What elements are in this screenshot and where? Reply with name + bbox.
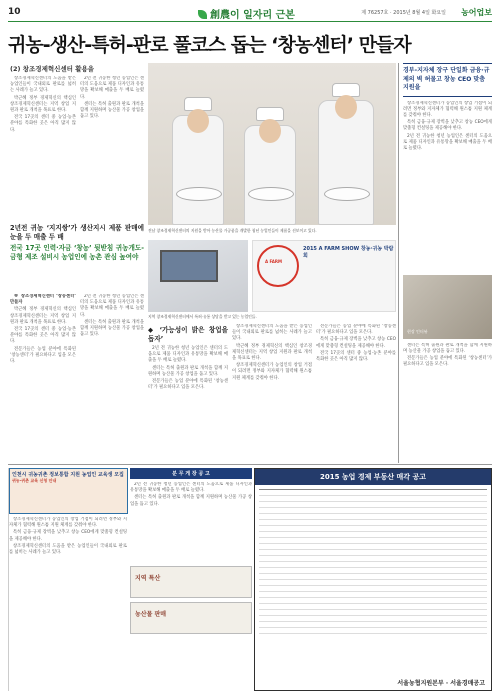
sidebar-text-2 bbox=[403, 343, 492, 463]
photo-caption-2: 지역 창조경제혁신센터에서 특허·유통 상담을 받고 있는 농업인들. bbox=[148, 314, 257, 319]
ad-tile bbox=[130, 566, 252, 598]
paragraph: 2년 전 귀농한 청년 농업인은 센터의 도움으로 제품 디자인과 유통망을 확보해 매출을 두 배로 늘렸다. bbox=[80, 294, 144, 318]
paragraph: 박근혜 정부 경제혁신의 핵심인 창조경제혁신센터는 지역 창업 지원과 판로 개척을 목표로 한다. bbox=[232, 343, 312, 362]
article-column-6 bbox=[232, 324, 312, 462]
ad-banner bbox=[9, 468, 128, 514]
poster-title: 2015 A FARM SHOW 창농·귀농 박람회 bbox=[303, 246, 394, 259]
office-photo bbox=[148, 240, 248, 312]
photo-caption: 전남 창조경제혁신센터의 지원을 받아 농산물 가공품을 개발한 청년 농업인들이 제품을 선보이고 있다. bbox=[148, 228, 317, 233]
subhead-3: ◆ ‘가능성이 밝은 창업을 돕자’ bbox=[148, 326, 228, 343]
poster-image bbox=[252, 240, 396, 312]
paragraph: 2년 전 귀농한 청년 농업인은 센터의 도움으로 제품 디자인과 유통망을 확보해 매출을 두 배로 늘렸다. bbox=[80, 76, 144, 100]
paragraph: 센터는 특허 출원과 판로 개척을 함께 지원하며 농산물 가공 창업을 돕고 있다. bbox=[80, 319, 144, 338]
ad-middle bbox=[130, 468, 252, 691]
face bbox=[259, 119, 281, 143]
paragraph: 센터는 특허 출원과 판로 개척을 함께 지원하며 농산물 가공 창업을 돕고 있다. bbox=[403, 342, 492, 354]
leaf-icon bbox=[198, 10, 207, 19]
paragraph: 센터는 특허 출원과 판로 개척을 함께 지원하며 농산물 가공 창업을 돕고 있다. bbox=[80, 101, 144, 120]
paragraph: 2년 전 귀농한 청년 농업인은 센터의 도움으로 제품 디자인과 유통망을 확보해 매출을 두 배로 늘렸다. bbox=[148, 346, 228, 364]
ad-left bbox=[8, 468, 128, 691]
paragraph: 전문가들은 농업 분야에 특화된 ‘창농센터’가 필요하다고 입을 모은다. bbox=[316, 324, 396, 336]
sidebar-article bbox=[403, 63, 492, 463]
article-column-2 bbox=[80, 76, 144, 216]
sidebar-photo-label: 현장 인터뷰 bbox=[407, 328, 428, 334]
paragraph: 센터는 특허 출원과 판로 개척을 함께 지원하며 농산물 가공 창업을 돕고 있다. bbox=[148, 365, 228, 377]
face bbox=[335, 95, 357, 119]
paragraph: 2년 전 귀농한 청년 농업인은 센터의 도움으로 제품 디자인과 유통망을 확보해 매출을 두 배로 늘렸다. bbox=[130, 482, 252, 494]
ad-title: 인천시 귀농귀촌 정보통합 지원 농업인 교육생 모집 bbox=[12, 472, 124, 478]
paragraph: 2년 전 귀농한 청년 농업인은 센터의 도움으로 제품 디자인과 유통망을 확보해 매출을 두 배로 늘렸다. bbox=[403, 133, 492, 151]
ad-middle-title: 분 무 게 장 공 고 bbox=[130, 468, 252, 479]
note: ※ 창조경제혁신센터 ‘창농센터’ 만들자 bbox=[10, 294, 76, 306]
paragraph: 창조경제혁신센터가 농업인의 창업 거점이 되려면 정부와 지자체가 협력해 원스톱 지원 체계를 갖춰야 한다. bbox=[403, 100, 492, 118]
paragraph: 창조경제혁신센터가 농업인의 창업 거점이 되려면 정부와 지자체가 협력해 원스톱 지원 체계를 갖춰야 한다. bbox=[232, 363, 312, 381]
paragraph: 창조경제혁신센터의 도움을 받은 농업인들이 국내외로 판로를 넓히는 사례가 늘고 있다. bbox=[232, 324, 312, 342]
paragraph: 전문가들은 농업 분야에 특화된 ‘창농센터’가 필요하다고 입을 모은다. bbox=[403, 355, 492, 368]
paragraph: 창조경제혁신센터의 도움을 받은 농업인들이 국내외로 판로를 넓히는 사례가 늘고 있다. bbox=[9, 543, 127, 556]
paragraph: 특히 금융·규제 장벽을 낮추고 창농 CEO에게 맞춤형 컨설팅을 제공해야 한다. bbox=[9, 530, 127, 542]
newspaper-logo: 농어업보 bbox=[461, 8, 492, 17]
paragraph: 전문가들은 농업 분야에 특화된 ‘창농센터’가 필요하다고 입을 모은다. bbox=[10, 346, 76, 365]
sidebar-heading: 경부-지자체 장구 단일화 금융·규제의 벽 허물고 창농 CEO 맞춤 지원을 bbox=[403, 63, 492, 97]
paragraph: 전국 17곳의 센터 중 농업·농촌 분야를 특화한 곳은 아직 많지 않다. bbox=[316, 350, 396, 363]
headline: 귀농-생산-특허-판로 풀코스 돕는 ‘창농센터’ 만들자 bbox=[8, 34, 411, 56]
ad-right bbox=[254, 468, 492, 691]
subhead-1: 2년전 귀농 ‘지지쌍’가 생산지시 제품 판매에 눈을 두 매출 두 배 bbox=[10, 224, 144, 241]
ad-divider bbox=[8, 464, 492, 465]
ad-middle-text bbox=[130, 482, 252, 562]
ad-subtitle: 귀농·귀촌 교육 신청 안내 bbox=[12, 478, 57, 483]
paragraph: 전국 17곳의 센터 중 농업·농촌 분야를 특화한 곳은 아직 많지 않다. bbox=[10, 115, 76, 133]
ad-tile-label: 지역 특산 bbox=[135, 575, 161, 582]
paragraph: 박근혜 정부 경제혁신의 핵심인 창조경제혁신센터는 지역 창업 지원과 판로 개척을 목표로 한다. bbox=[10, 307, 76, 325]
ad-right-title: 2015 농업 경제 부동산 매각 공고 bbox=[255, 469, 491, 485]
article-column-4 bbox=[80, 294, 144, 462]
series-label: (2) 창조경제혁신센터 활용을 bbox=[10, 65, 95, 73]
issue-info: 제 76257호 · 2015년 8월 4일 화요일 bbox=[361, 10, 446, 16]
subhead-block bbox=[10, 222, 144, 292]
section-title bbox=[198, 6, 295, 21]
paragraph: 전문가들은 농업 분야에 특화된 ‘창농센터’가 필요하다고 입을 모은다. bbox=[148, 379, 228, 391]
column-divider bbox=[398, 63, 399, 463]
ad-text bbox=[9, 517, 127, 687]
paragraph: 창조경제혁신센터의 도움을 받은 농업인들이 국내외로 판로를 넓히는 사례가 늘고 있다. bbox=[10, 76, 76, 94]
sidebar-text bbox=[403, 101, 492, 271]
ad-right-footer: 서울농협지원본부 · 서울경매공고 bbox=[397, 680, 485, 687]
tray bbox=[324, 187, 370, 201]
paragraph: 전국 17곳의 센터 중 농업·농촌 분야를 특화한 곳은 아직 많지 않다. bbox=[10, 327, 76, 345]
article-column-5 bbox=[148, 324, 228, 462]
paragraph: 창조경제혁신센터가 농업인의 창업 거점이 되려면 정부와 지자체가 협력해 원스톱 지원 체계를 갖춰야 한다. bbox=[9, 517, 127, 529]
subhead-2: 전국 17곳 인력·자금 ‘창농’ 뒷받침 귀농개도-금형 제조 설비시 농업인에 농촌 관심 높여야 bbox=[10, 244, 144, 261]
section-label: 創農이 일자리 근본 bbox=[210, 10, 295, 21]
paragraph: 특히 금융·규제 장벽을 낮추고 창농 CEO에게 맞춤형 컨설팅을 제공해야 한다. bbox=[403, 120, 492, 132]
paragraph: 센터는 특허 출원과 판로 개척을 함께 지원하며 농산물 가공 창업을 돕고 있다. bbox=[130, 495, 252, 507]
paragraph: 박근혜 정부 경제혁신의 핵심인 창조경제혁신센터는 지역 창업 지원과 판로 개척을 목표로 한다. bbox=[10, 95, 76, 114]
fair-logo: A FARM bbox=[257, 245, 299, 287]
ad-table bbox=[259, 489, 487, 634]
ad-tile-label: 농산물 판매 bbox=[135, 611, 167, 618]
main-photo bbox=[148, 63, 396, 225]
page-number: 10 bbox=[8, 7, 21, 17]
monitor bbox=[160, 250, 218, 282]
page-header bbox=[8, 6, 492, 22]
ad-tile bbox=[130, 602, 252, 634]
article-column-3 bbox=[10, 294, 76, 462]
article-column-7 bbox=[316, 324, 396, 462]
face bbox=[187, 109, 209, 133]
tray bbox=[248, 187, 294, 201]
paragraph: 특히 금융·규제 장벽을 낮추고 창농 CEO에게 맞춤형 컨설팅을 제공해야 한다. bbox=[316, 337, 396, 349]
tray bbox=[176, 187, 222, 201]
sidebar-photo bbox=[403, 275, 492, 339]
article-column-1 bbox=[10, 76, 76, 216]
